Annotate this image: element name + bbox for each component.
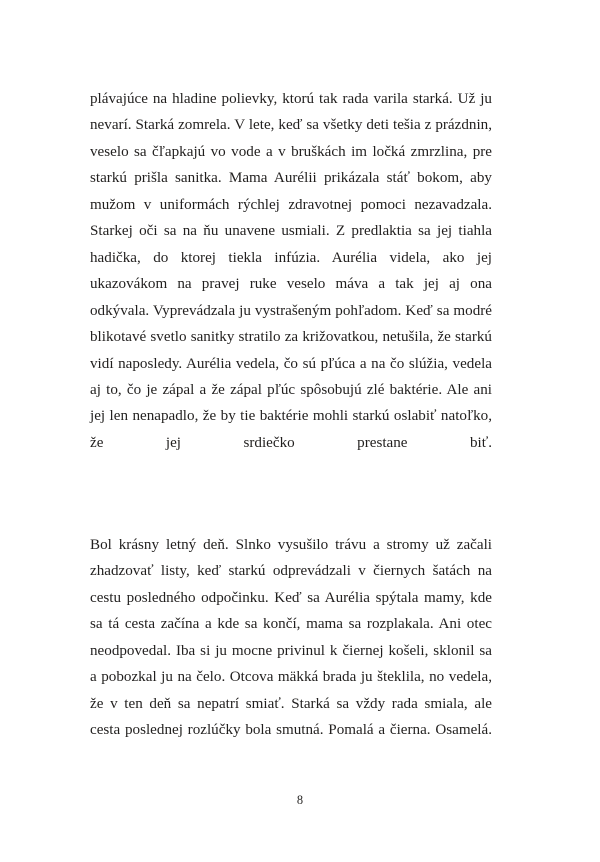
page-number: 8 [296,793,304,807]
body-text-block [90,86,492,770]
body-paragraph-2: Bol krásny letný deň. Slnko vysušilo trávu a stromy už začali zhadzovať listy, keď starkú odprevádzali v čiernych šatách na cestu posledného odpočinku. Keď sa Aurélia spýtala mamy, kde sa tá cesta začína a kde sa končí, mama sa rozplakala. Ani otec neodpovedal. Iba si ju mocne privinul k čiernej košeli, sklonil sa a pobozkal ju na čelo. Otcova mäkká brada ju šteklila, no vedela, že v ten deň sa nepatrí smiať. Starká sa vždy rada smiala, ale cesta poslednej rozlúčky bola smutná. Pomalá a čierna. Osamelá. [90,536,492,738]
body-paragraph-1: plávajúce na hladine polievky, ktorú tak rada varila starká. Už ju nevarí. Starká zomrela. V lete, keď sa všetky deti tešia z prázdnin, veselo sa čľapkajú vo vode a v bruškách im ločká zmrzlina, pre starkú prišla sanitka. Mama Aurélii prikázala stáť bokom, aby mužom v uniformách rýchlej zdravotnej pomoci nezavadzala. Starkej oči sa na ňu unavene usmiali. Z predlaktia sa jej tiahla hadička, do ktorej tiekla infúzia. Aurélia videla, ako jej ukazovákom na pravej ruke veselo máva a tak jej aj ona odkývala. Vyprevádzala ju vystrašeným pohľadom. Keď sa modré blikotavé svetlo sanitky stratilo za križovatkou, netušila, že starkú vidí naposledy. Aurélia vedela, čo sú pľúca a na čo slúžia, vedela aj to, čo je zápal a že zápal pľúc spôsobujú zlé baktérie. Ale ani jej len nenapadlo, že by tie baktérie mohli starkú oslabiť natoľko, že jej srdiečko prestane biť. [90,91,492,451]
